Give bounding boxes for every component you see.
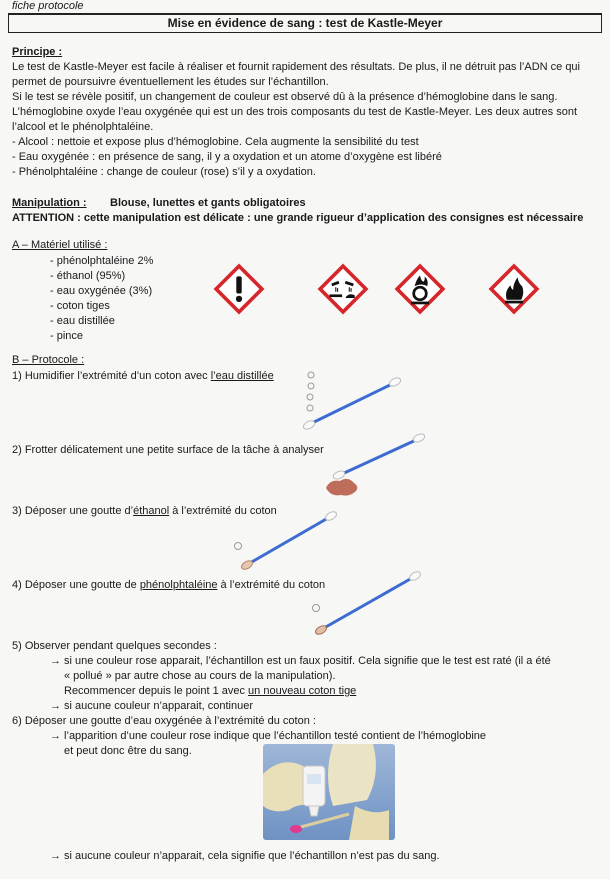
step-5-restart [64,683,356,699]
step-1-text: 1) Humidifier l’extrémité d’un coton avec [12,370,211,382]
principe-line: permet de poursuivre éventuellement les études sur l’échantillon. [12,76,329,88]
step-4-reagent: phénolphtaléine [139,579,218,591]
step-1 [12,368,274,384]
principe-line: - Phénolphtaléine : change de couleur (rose) s’il y a oxydation. [12,166,316,178]
step-4 [12,577,325,593]
swab-stain-illustration [320,432,430,500]
step-6: 6) Déposer une goutte d’eau oxygénée à l’extrémité du coton : [12,715,316,727]
oxidizer-hazard-icon [393,262,447,316]
swab-ethanol-illustration [228,508,343,572]
principe-line: Le test de Kastle-Meyer est facile à réaliser et fournit rapidement des résultats. De plus, il ne détruit pas l’ADN ce qui [12,61,580,73]
step-3-text-end: à l’extrémité du coton [169,505,277,517]
step-6-case-pink: → l’apparition d’une couleur rose indique que l’échantillon testé contient de l’hémoglobine [50,730,487,742]
page-title: Mise en évidence de sang : test de Kastle-Meyer [8,14,602,33]
step-4-text: 4) Déposer une goutte de [12,579,140,591]
materiel-item: - phénolphtaléine 2% [50,255,154,267]
materiel-item: - éthanol (95%) [50,270,126,282]
protocole-heading: B – Protocole : [12,354,85,366]
swab-water-illustration [300,368,410,432]
step-3-reagent: éthanol [133,505,170,517]
swab-phenolphthalein-illustration [306,568,426,636]
flammable-hazard-icon [487,262,541,316]
test-photo [263,744,395,840]
principe-line: Si le test se révèle positif, un changement de couleur est observé dû à la présence d’hémoglobine dans le sang. [12,91,558,103]
exclamation-hazard-icon [212,262,266,316]
step-4-text-end: à l’extrémité du coton [217,579,326,591]
corrosive-hazard-icon [316,262,370,316]
step-1-reagent: l’eau distillée [210,370,274,382]
safety-requirement: Blouse, lunettes et gants obligatoires [110,197,306,209]
materiel-item: - eau oxygénée (3%) [50,285,153,297]
step-2: 2) Frotter délicatement une petite surface de la tâche à analyser [12,444,324,456]
sheet-label: fiche protocole [12,0,84,12]
step-5-case-pink-cont: « pollué » par autre chose au cours de la manipulation). [64,670,336,682]
principe-line: - Eau oxygénée : en présence de sang, il y a oxydation et un atome d’oxygène est libéré [12,151,442,163]
step-6-case-pink-cont: et peut donc être du sang. [64,745,192,757]
step-5-new-swab: un nouveau coton tige [248,685,357,697]
materiel-item: - coton tiges [50,300,110,312]
step-6-case-none: → si aucune couleur n’apparait, cela signifie que l’échantillon n’est pas du sang. [50,850,440,862]
warning-text: ATTENTION : cette manipulation est délicate : une grande rigueur d’application des consignes est nécessaire [12,212,584,224]
principe-line: l’alcool et le phénolphtaléine. [12,121,154,133]
principe-line: - Alcool : nettoie et expose plus d’hémoglobine. Cela augmente la sensibilité du test [12,136,419,148]
step-5-case-pink: → si une couleur rose apparait, l’échantillon est un faux positif. Cela signifie que le test est raté (il a été [50,655,551,667]
principe-line: L’hémoglobine oxyde l’eau oxygénée qui est un des trois composants du test de Kastle-Meyer. Les deux autres sont [12,106,578,118]
materiel-item: - pince [50,330,84,342]
principe-heading: Principe : [12,46,63,58]
materiel-heading: A – Matériel utilisé : [12,239,108,251]
manipulation-heading: Manipulation : [12,197,87,209]
step-3-text: 3) Déposer une goutte d’ [12,505,134,517]
gloved-hands-dropper-image [263,744,395,840]
step-5-case-none: → si aucune couleur n’apparait, continuer [50,700,254,712]
materiel-item: - eau distillée [50,315,115,327]
step-5: 5) Observer pendant quelques secondes : [12,640,217,652]
step-5-restart-text: Recommencer depuis le point 1 avec [64,685,249,697]
